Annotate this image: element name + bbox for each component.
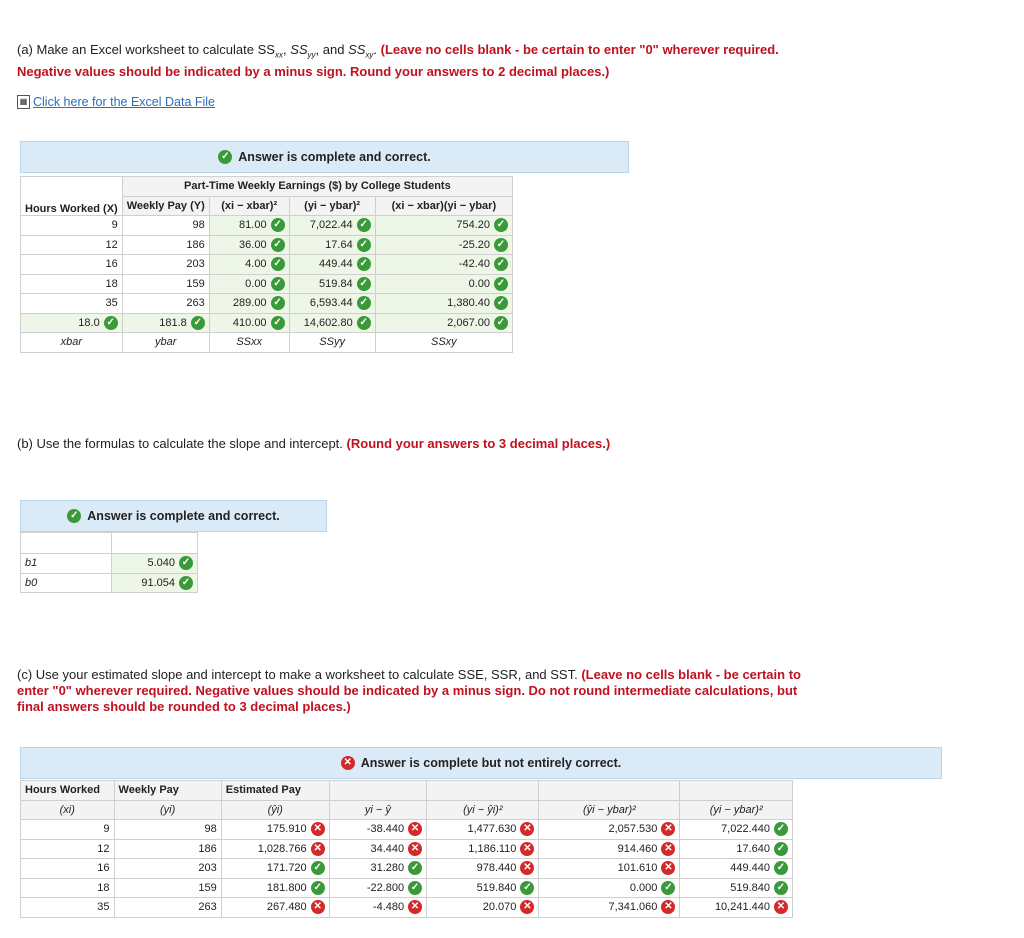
check-icon: ✓ bbox=[774, 842, 788, 856]
answer-cell[interactable] bbox=[427, 898, 539, 918]
cell-value: 10,241.440 bbox=[714, 901, 770, 914]
cell-value: 6,593.44 bbox=[309, 297, 353, 310]
x-icon: ✕ bbox=[661, 861, 675, 875]
cell-value: 1,028.766 bbox=[257, 842, 307, 855]
answer-cell[interactable] bbox=[209, 313, 289, 333]
check-icon: ✓ bbox=[357, 296, 371, 310]
answer-cell[interactable] bbox=[375, 255, 512, 275]
cell-value: 18 bbox=[105, 277, 118, 290]
part-c-result-banner bbox=[20, 747, 942, 779]
part-a-instruction: (Leave no cells blank - be certain to enter "0" wherever required. Negative values should be indicated by a minus sign. Round your answers to 2 decimal places.) bbox=[17, 42, 779, 79]
table-row bbox=[21, 274, 513, 294]
x-icon: ✕ bbox=[661, 900, 675, 914]
answer-cell[interactable] bbox=[289, 216, 375, 236]
table-row bbox=[21, 294, 513, 314]
cell-value: -25.20 bbox=[458, 238, 490, 251]
part-b-banner-text: Answer is complete and correct. bbox=[87, 509, 280, 523]
check-icon: ✓ bbox=[311, 881, 325, 895]
answer-cell[interactable] bbox=[221, 859, 329, 879]
part-a-result-banner bbox=[20, 141, 629, 173]
answer-cell[interactable] bbox=[122, 313, 209, 333]
x-icon: ✕ bbox=[661, 842, 675, 856]
b1-value-cell[interactable] bbox=[111, 554, 197, 574]
column-subheader: (yi − ŷi)² bbox=[427, 800, 539, 820]
cell-value: 186 bbox=[186, 238, 205, 251]
data-cell: 203 bbox=[114, 859, 221, 879]
answer-cell[interactable] bbox=[21, 313, 123, 333]
x-icon: ✕ bbox=[311, 900, 325, 914]
column-subheader: (yi) bbox=[114, 800, 221, 820]
cell-value: 978.440 bbox=[476, 862, 517, 875]
answer-cell[interactable] bbox=[209, 216, 289, 236]
answer-cell[interactable] bbox=[289, 313, 375, 333]
cell-value: 101.610 bbox=[617, 862, 658, 875]
answer-cell[interactable] bbox=[427, 820, 539, 840]
answer-cell[interactable] bbox=[680, 859, 793, 879]
part-c-instruction: (Leave no cells blank - be certain to enter "0" wherever required. Negative values should be indicated by a minus sign. Do not round intermediate calculations, but final answers should be rounded to 3 decimal places.) bbox=[17, 667, 801, 714]
x-icon: ✕ bbox=[520, 861, 534, 875]
column-subheader: yi − ŷ bbox=[329, 800, 426, 820]
b1-label: b1 bbox=[21, 554, 112, 574]
footer-ssxx: SSxx bbox=[209, 333, 289, 353]
answer-cell[interactable] bbox=[329, 820, 426, 840]
answer-cell[interactable] bbox=[375, 274, 512, 294]
cell-value: 34.440 bbox=[370, 842, 405, 855]
data-cell bbox=[122, 255, 209, 275]
cell-value: 7,022.440 bbox=[721, 823, 770, 836]
data-cell: 12 bbox=[21, 839, 115, 859]
table-row bbox=[21, 898, 793, 918]
part-b-text: (b) Use the formulas to calculate the slope and intercept. bbox=[17, 436, 343, 451]
answer-cell[interactable] bbox=[209, 255, 289, 275]
table-row bbox=[21, 839, 793, 859]
check-icon: ✓ bbox=[218, 150, 232, 164]
cell-value: 81.00 bbox=[239, 219, 267, 232]
column-subheader: (xi) bbox=[21, 800, 115, 820]
cell-value: 519.840 bbox=[476, 881, 517, 894]
cell-value: 0.00 bbox=[468, 277, 490, 290]
b0-value-cell[interactable] bbox=[111, 573, 197, 593]
answer-cell[interactable] bbox=[539, 820, 680, 840]
cell-value: 17.640 bbox=[736, 842, 770, 855]
cell-value: 410.00 bbox=[232, 316, 267, 329]
part-b-instruction: (Round your answers to 3 decimal places.) bbox=[346, 436, 611, 451]
cell-value: 1,186.110 bbox=[468, 842, 517, 855]
column-header bbox=[539, 781, 680, 801]
part-a-question: (a) Make an Excel worksheet to calculate $SS_{xx}$, $SS_{yy}$, and $SS_{xy}$. (Leave no cells blank - be certain to enter "0" wherever required. Negative values should be indicated by a minus sign. Round your answers to 2 decimal places.) bbox=[17, 42, 779, 79]
check-icon: ✓ bbox=[494, 316, 508, 330]
answer-cell[interactable] bbox=[427, 878, 539, 898]
check-icon: ✓ bbox=[104, 316, 118, 330]
check-icon: ✓ bbox=[357, 316, 371, 330]
check-icon: ✓ bbox=[408, 861, 422, 875]
b0-value[interactable]: 91.054 bbox=[141, 576, 175, 589]
check-icon: ✓ bbox=[494, 257, 508, 271]
part-c-table bbox=[20, 780, 793, 918]
cell-value: 2,067.00 bbox=[447, 316, 490, 329]
cell-value: 7,022.44 bbox=[309, 219, 353, 232]
column-header bbox=[427, 781, 539, 801]
cell-value: 289.00 bbox=[232, 297, 267, 310]
answer-cell[interactable] bbox=[329, 859, 426, 879]
cell-value: -4.480 bbox=[372, 901, 405, 914]
check-icon: ✓ bbox=[191, 316, 205, 330]
x-icon: ✕ bbox=[311, 842, 325, 856]
answer-cell[interactable] bbox=[539, 878, 680, 898]
cell-value: 17.64 bbox=[325, 238, 353, 251]
answer-cell[interactable] bbox=[329, 839, 426, 859]
cell-value: 267.480 bbox=[266, 901, 307, 914]
x-icon: ✕ bbox=[341, 756, 355, 770]
part-c-question bbox=[17, 667, 817, 715]
answer-cell[interactable] bbox=[209, 294, 289, 314]
excel-link-text[interactable]: Click here for the Excel Data File bbox=[33, 95, 216, 109]
check-icon: ✓ bbox=[311, 861, 325, 875]
answer-cell[interactable] bbox=[221, 898, 329, 918]
x-icon: ✕ bbox=[408, 900, 422, 914]
answer-cell[interactable] bbox=[289, 255, 375, 275]
part-b-question bbox=[17, 436, 610, 452]
cell-value: 175.910 bbox=[266, 823, 307, 836]
x-icon: ✕ bbox=[520, 822, 534, 836]
answer-cell[interactable] bbox=[375, 235, 512, 255]
footer-ssxy: SSxy bbox=[375, 333, 512, 353]
check-icon: ✓ bbox=[357, 257, 371, 271]
table-row bbox=[21, 235, 513, 255]
answer-cell[interactable] bbox=[680, 820, 793, 840]
footer-ssyy: SSyy bbox=[289, 333, 375, 353]
check-icon: ✓ bbox=[271, 218, 285, 232]
data-cell bbox=[122, 235, 209, 255]
data-cell bbox=[21, 274, 123, 294]
excel-file-icon: ▦ bbox=[17, 95, 30, 109]
column-subheader: (ŷi − ybar)² bbox=[539, 800, 680, 820]
x-icon: ✕ bbox=[661, 822, 675, 836]
data-cell bbox=[21, 255, 123, 275]
part-c-text: (c) Use your estimated slope and intercept to make a worksheet to calculate SSE, SSR, and SST. bbox=[17, 667, 578, 682]
table-row bbox=[21, 878, 793, 898]
answer-cell[interactable] bbox=[221, 878, 329, 898]
cell-value: 7,341.060 bbox=[608, 901, 658, 914]
check-icon: ✓ bbox=[494, 218, 508, 232]
x-icon: ✕ bbox=[774, 900, 788, 914]
column-header: Hours Worked bbox=[21, 781, 115, 801]
answer-cell[interactable] bbox=[427, 839, 539, 859]
cell-value: 519.840 bbox=[730, 881, 770, 894]
cell-value: 754.20 bbox=[456, 219, 490, 232]
cell-value: 14,602.80 bbox=[303, 316, 353, 329]
cell-value: 36.00 bbox=[239, 238, 267, 251]
cell-value: 1,477.630 bbox=[467, 823, 517, 836]
check-icon: ✓ bbox=[494, 277, 508, 291]
column-subheader: (yi − ybar)² bbox=[680, 800, 793, 820]
data-cell: 186 bbox=[114, 839, 221, 859]
answer-cell[interactable] bbox=[375, 313, 512, 333]
data-cell bbox=[122, 216, 209, 236]
column-subheader: (ŷi) bbox=[221, 800, 329, 820]
part-c-banner-text: Answer is complete but not entirely correct. bbox=[360, 756, 622, 770]
x-icon: ✕ bbox=[311, 822, 325, 836]
check-icon: ✓ bbox=[357, 277, 371, 291]
cell-value: 4.00 bbox=[245, 258, 267, 271]
answer-cell[interactable] bbox=[539, 839, 680, 859]
table-row bbox=[21, 859, 793, 879]
table-caption: Part-Time Weekly Earnings ($) by College Students bbox=[122, 177, 512, 197]
answer-cell[interactable] bbox=[221, 839, 329, 859]
cell-value: 9 bbox=[111, 219, 118, 232]
excel-link[interactable] bbox=[17, 93, 215, 111]
answer-cell[interactable] bbox=[329, 878, 426, 898]
table-row bbox=[21, 255, 513, 275]
check-icon: ✓ bbox=[271, 296, 285, 310]
cell-value: 203 bbox=[186, 258, 205, 271]
cell-value: -22.800 bbox=[366, 881, 405, 894]
header-y-dev-sq: (yi − ybar)² bbox=[289, 196, 375, 216]
part-b-result-banner bbox=[20, 500, 327, 532]
x-icon: ✕ bbox=[520, 842, 534, 856]
part-a-table bbox=[20, 176, 513, 353]
check-icon: ✓ bbox=[661, 881, 675, 895]
answer-cell[interactable] bbox=[209, 235, 289, 255]
data-cell bbox=[122, 294, 209, 314]
check-icon: ✓ bbox=[179, 556, 193, 570]
column-header: Estimated Pay bbox=[221, 781, 329, 801]
cell-value: 98 bbox=[192, 219, 205, 232]
cell-value: 18.0 bbox=[78, 316, 100, 329]
footer-xbar: xbar bbox=[21, 333, 123, 353]
answer-cell[interactable] bbox=[539, 859, 680, 879]
check-icon: ✓ bbox=[67, 509, 81, 523]
cell-value: 914.460 bbox=[617, 842, 658, 855]
answer-cell[interactable] bbox=[427, 859, 539, 879]
check-icon: ✓ bbox=[520, 881, 534, 895]
data-cell: 16 bbox=[21, 859, 115, 879]
answer-cell[interactable] bbox=[289, 235, 375, 255]
b1-value[interactable]: 5.040 bbox=[147, 557, 175, 570]
data-cell: 263 bbox=[114, 898, 221, 918]
answer-cell[interactable] bbox=[680, 898, 793, 918]
check-icon: ✓ bbox=[357, 218, 371, 232]
x-icon: ✕ bbox=[408, 822, 422, 836]
check-icon: ✓ bbox=[774, 861, 788, 875]
check-icon: ✓ bbox=[357, 238, 371, 252]
data-cell: 18 bbox=[21, 878, 115, 898]
cell-value: 159 bbox=[186, 277, 205, 290]
cell-value: 171.720 bbox=[266, 862, 307, 875]
cell-value: 449.440 bbox=[730, 862, 770, 875]
answer-cell[interactable] bbox=[329, 898, 426, 918]
data-cell: 98 bbox=[114, 820, 221, 840]
b0-label: b0 bbox=[21, 573, 112, 593]
check-icon: ✓ bbox=[774, 822, 788, 836]
part-a-prefix: (a) Make an Excel worksheet to calculate SS bbox=[17, 42, 275, 57]
header-hours: Hours Worked (X) bbox=[21, 177, 123, 216]
x-icon: ✕ bbox=[408, 842, 422, 856]
header-weekly-pay: Weekly Pay (Y) bbox=[122, 196, 209, 216]
check-icon: ✓ bbox=[774, 881, 788, 895]
cell-value: 12 bbox=[105, 238, 118, 251]
cell-value: 20.070 bbox=[482, 901, 517, 914]
cell-value: 0.00 bbox=[245, 277, 267, 290]
answer-cell[interactable] bbox=[680, 878, 793, 898]
footer-ybar: ybar bbox=[122, 333, 209, 353]
answer-cell[interactable] bbox=[289, 294, 375, 314]
check-icon: ✓ bbox=[179, 576, 193, 590]
check-icon: ✓ bbox=[271, 277, 285, 291]
check-icon: ✓ bbox=[408, 881, 422, 895]
answer-cell[interactable] bbox=[539, 898, 680, 918]
data-cell: 159 bbox=[114, 878, 221, 898]
check-icon: ✓ bbox=[271, 316, 285, 330]
answer-cell[interactable] bbox=[375, 294, 512, 314]
cell-value: -38.440 bbox=[366, 823, 405, 836]
data-cell: 35 bbox=[21, 898, 115, 918]
data-cell bbox=[122, 274, 209, 294]
check-icon: ✓ bbox=[494, 296, 508, 310]
cell-value: -42.40 bbox=[458, 258, 490, 271]
cell-value: 35 bbox=[105, 297, 118, 310]
cell-value: 181.800 bbox=[266, 881, 307, 894]
cell-value: 519.84 bbox=[319, 277, 353, 290]
cell-value: 31.280 bbox=[370, 862, 405, 875]
answer-cell[interactable] bbox=[221, 820, 329, 840]
data-cell: 9 bbox=[21, 820, 115, 840]
data-cell bbox=[21, 294, 123, 314]
cell-value: 181.8 bbox=[159, 316, 187, 329]
cell-value: 263 bbox=[186, 297, 205, 310]
answer-cell[interactable] bbox=[209, 274, 289, 294]
cell-value: 16 bbox=[105, 258, 118, 271]
cell-value: 0.000 bbox=[629, 881, 658, 894]
column-header bbox=[329, 781, 426, 801]
answer-cell[interactable] bbox=[680, 839, 793, 859]
cell-value: 2,057.530 bbox=[608, 823, 658, 836]
answer-cell[interactable] bbox=[289, 274, 375, 294]
x-icon: ✕ bbox=[520, 900, 534, 914]
check-icon: ✓ bbox=[271, 257, 285, 271]
part-b-table bbox=[20, 532, 198, 593]
cell-value: 1,380.40 bbox=[447, 297, 490, 310]
table-row bbox=[21, 216, 513, 236]
answer-cell[interactable] bbox=[375, 216, 512, 236]
column-header bbox=[680, 781, 793, 801]
totals-row bbox=[21, 313, 513, 333]
cell-value: 449.44 bbox=[319, 258, 353, 271]
data-cell bbox=[21, 216, 123, 236]
data-cell bbox=[21, 235, 123, 255]
column-header: Weekly Pay bbox=[114, 781, 221, 801]
header-xy-dev: (xi − xbar)(yi − ybar) bbox=[375, 196, 512, 216]
header-x-dev-sq: (xi − xbar)² bbox=[209, 196, 289, 216]
part-a-banner-text: Answer is complete and correct. bbox=[238, 150, 431, 164]
table-row bbox=[21, 820, 793, 840]
check-icon: ✓ bbox=[271, 238, 285, 252]
check-icon: ✓ bbox=[494, 238, 508, 252]
